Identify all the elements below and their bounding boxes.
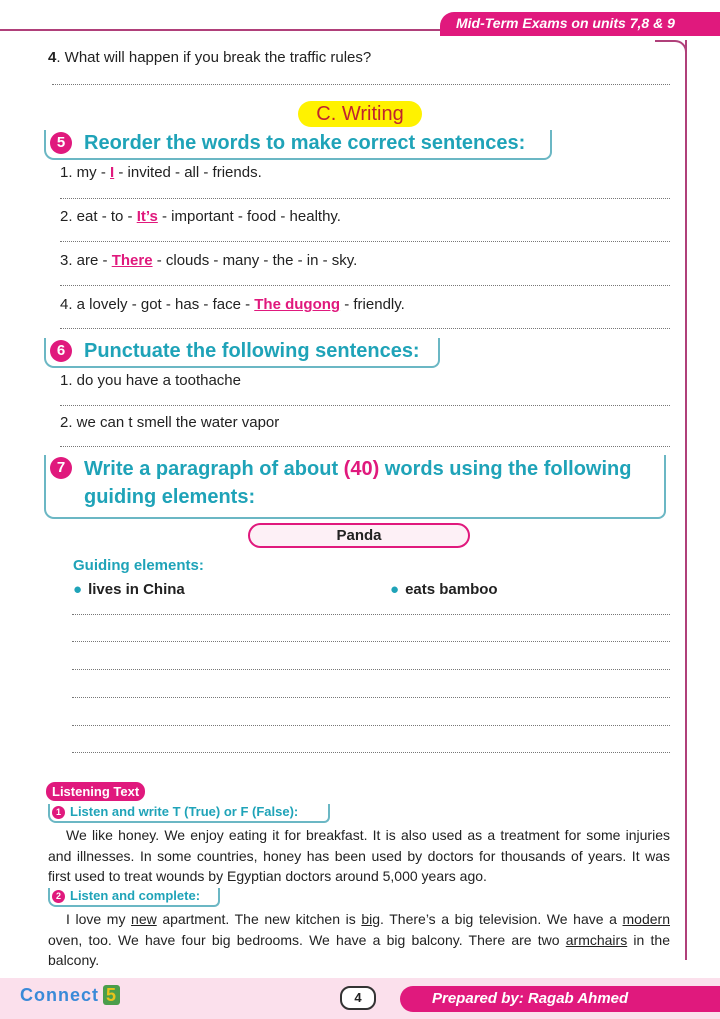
listening-part1-text: We like honey. We enjoy eating it for breakfast. It is also used as a treatment for some injuries and illnesses. In some countries, honey has been used by doctors for thousands of years. It was first used to treat wounds by Egyptian doctors around 5,000 years ago.	[48, 827, 670, 884]
guiding-label: Guiding elements:	[73, 557, 204, 574]
guiding-element: ● lives in China	[73, 581, 185, 598]
prepared-by: Prepared by: Ragab Ahmed	[400, 986, 720, 1012]
header-title: Mid-Term Exams on units 7,8 & 9	[440, 12, 720, 36]
answer-line	[60, 328, 670, 329]
reorder-item-1: 1. my - I - invited - all - friends.	[60, 164, 262, 181]
reorder-item-4: 4. a lovely - got - has - face - The dugong - friendly.	[60, 296, 405, 313]
answer-line	[60, 241, 670, 242]
q7-number: 7	[50, 457, 72, 479]
q6-number: 6	[50, 340, 72, 362]
answer-line	[60, 198, 670, 199]
guiding-element: ● eats bamboo	[390, 581, 498, 598]
reorder-item-2: 2. eat - to - It’s - important - food - healthy.	[60, 208, 341, 225]
q5-heading	[44, 130, 552, 160]
frame-line	[685, 40, 687, 960]
writing-line	[72, 697, 670, 698]
listening-part1-heading: 1 Listen and write T (True) or F (False):	[48, 804, 330, 823]
writing-line	[72, 669, 670, 670]
question-number: 4	[48, 49, 57, 66]
listening-part2-heading: 2 Listen and complete:	[48, 888, 220, 907]
listening-part2-text: I love my new apartment. The new kitchen is big. There’s a big television. We have a modern oven, too. We have four big bedrooms. We have a big balcony. There are two armchairs in the balcony.	[48, 911, 670, 968]
q5-title: Reorder the words to make correct sentences:	[84, 132, 526, 154]
q7-heading: 7 Write a paragraph of about (40) words using the following guiding elements:	[44, 455, 666, 519]
question-4	[48, 49, 371, 66]
header-line	[0, 29, 450, 31]
reorder-item-3: 3. are - There - clouds - many - the - in - sky.	[60, 252, 358, 269]
answer-line	[60, 285, 670, 286]
part1-number: 1	[52, 806, 65, 819]
bullet-icon: ●	[73, 581, 83, 598]
connect-logo: Connect 5	[20, 985, 120, 1006]
section-title: C. Writing	[298, 101, 422, 127]
q5-number: 5	[50, 132, 72, 154]
writing-line	[72, 752, 670, 753]
question-text: . What will happen if you break the traffic rules?	[56, 49, 372, 66]
punctuate-item-1: 1. do you have a toothache	[60, 372, 241, 389]
punctuate-item-2: 2. we can t smell the water vapor	[60, 414, 280, 431]
writing-line	[72, 725, 670, 726]
answer-line	[60, 446, 670, 447]
answer-line	[60, 405, 670, 406]
answer-line	[52, 84, 670, 85]
part2-number: 2	[52, 890, 65, 903]
writing-line	[72, 641, 670, 642]
page-number: 4	[340, 986, 376, 1010]
paragraph-topic: Panda	[248, 523, 470, 548]
q6-heading	[44, 338, 440, 368]
bullet-icon: ●	[390, 581, 400, 598]
frame-corner	[655, 40, 687, 54]
writing-line	[72, 614, 670, 615]
listening-tag: Listening Text	[46, 782, 145, 801]
q6-title: Punctuate the following sentences:	[84, 340, 420, 362]
